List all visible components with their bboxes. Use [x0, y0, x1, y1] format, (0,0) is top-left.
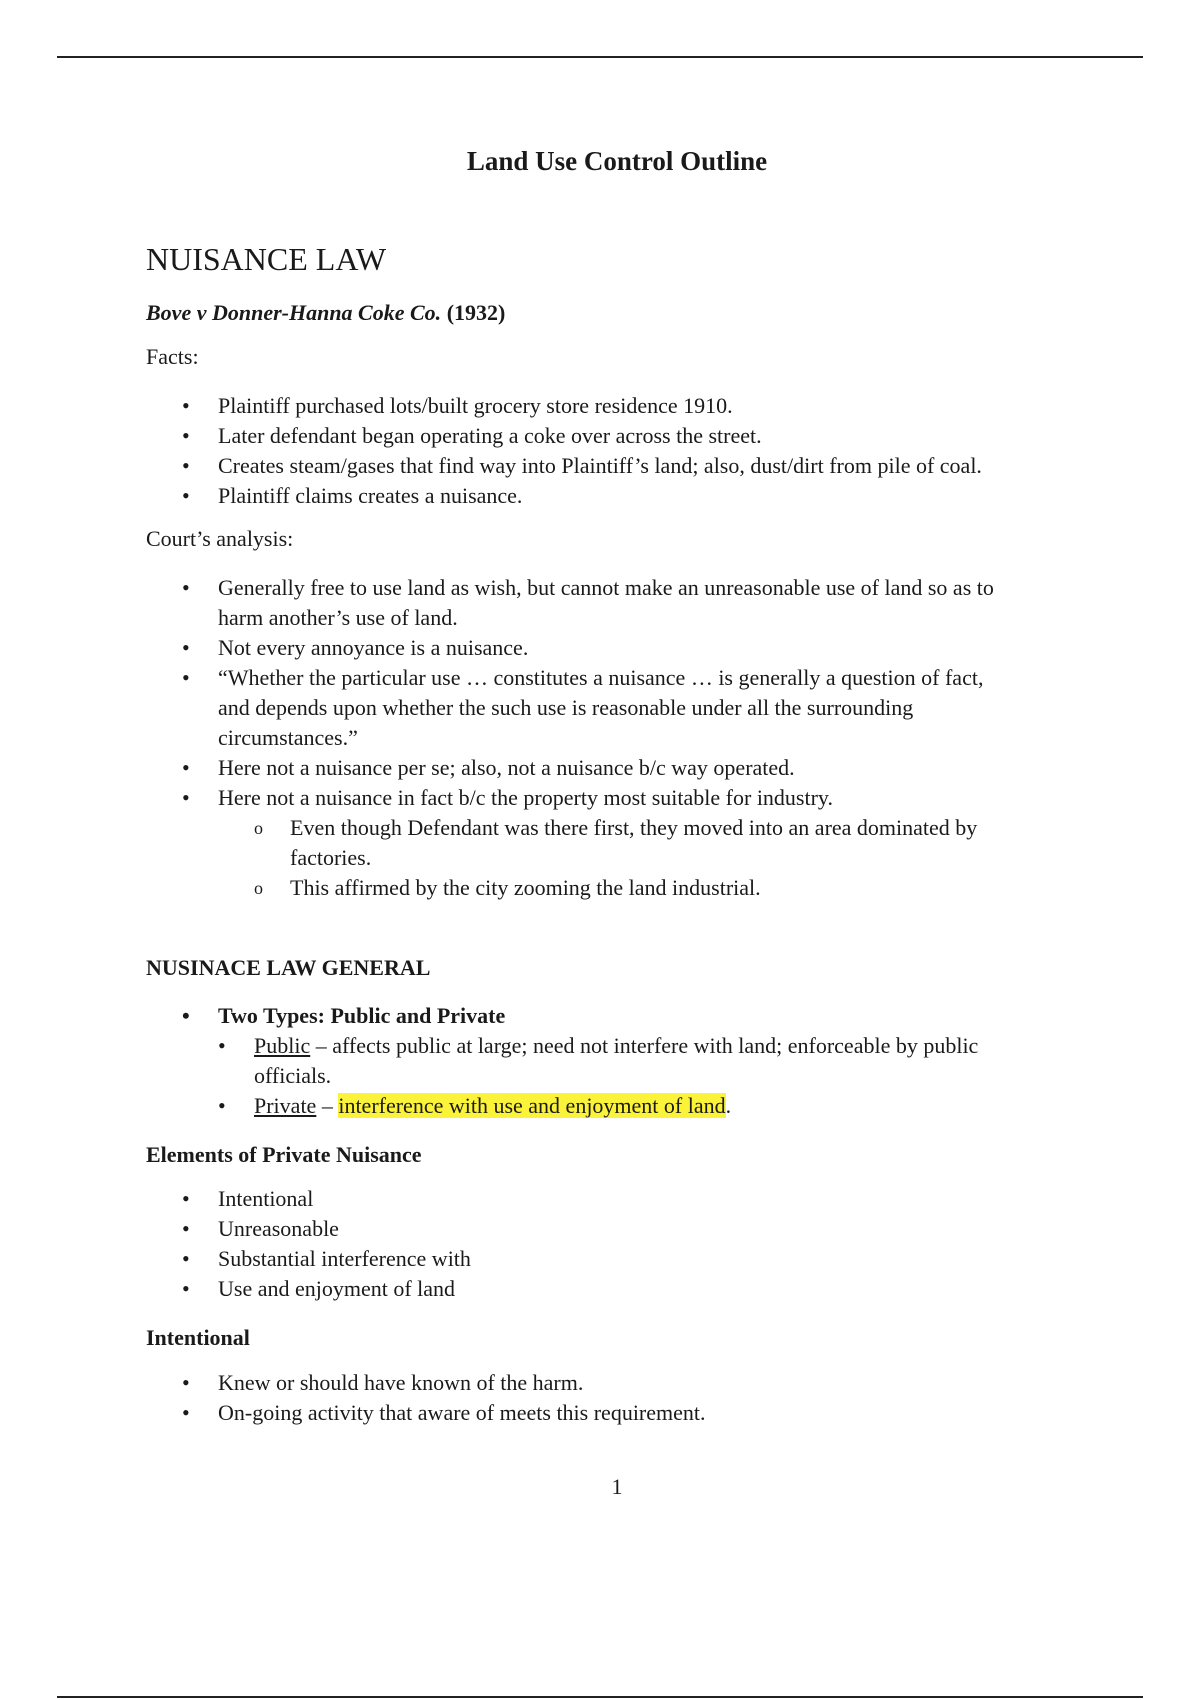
- list-item: • On-going activity that aware of meets this requirement.: [146, 1398, 1076, 1428]
- case-year: (1932): [446, 300, 506, 325]
- intentional-list: [146, 1368, 1076, 1428]
- elements-list: [146, 1184, 1076, 1304]
- list-item: • Generally free to use land as wish, but cannot make an unreasonable use of land so as to harm another’s use of land.: [146, 573, 1008, 633]
- top-rule: [57, 56, 1143, 58]
- facts-list: [146, 391, 1076, 511]
- public-definition: – affects public at large; need not interfere with land; enforceable by public officials.: [254, 1033, 979, 1088]
- sub-list-item: o Even though Defendant was there first, they moved into an area dominated by factories.: [146, 813, 1010, 873]
- list-item: • “Whether the particular use … constitutes a nuisance … is generally a question of fact, and depends upon whether the such use is reasonable under all the surrounding circumstances.”: [146, 663, 1008, 753]
- analysis-list: [146, 573, 1076, 903]
- private-term: Private: [254, 1093, 317, 1118]
- section-heading-general: NUSINACE LAW GENERAL: [146, 955, 431, 980]
- facts-label: Facts:: [146, 344, 199, 369]
- sub-list-item: o This affirmed by the city zooming the land industrial.: [146, 873, 1076, 903]
- private-item: [146, 1091, 1076, 1121]
- highlighted-definition: interference with use and enjoyment of land: [338, 1093, 726, 1118]
- case-citation: [146, 300, 505, 326]
- types-label: • Two Types: Public and Private: [146, 1001, 1076, 1031]
- list-item: • Knew or should have known of the harm.: [146, 1368, 1076, 1398]
- elements-heading: Elements of Private Nuisance: [146, 1142, 422, 1167]
- types-list: [146, 1001, 1076, 1121]
- list-item: • Creates steam/gases that find way into Plaintiff’s land; also, dust/dirt from pile of coal.: [146, 451, 1076, 481]
- public-term: Public: [254, 1033, 311, 1058]
- private-dash: –: [316, 1093, 339, 1118]
- intentional-heading: Intentional: [146, 1325, 250, 1350]
- private-end: .: [725, 1093, 732, 1118]
- document-title: Land Use Control Outline: [466, 146, 768, 176]
- list-item: • Later defendant began operating a coke over across the street.: [146, 421, 1076, 451]
- list-item: • Unreasonable: [146, 1214, 1076, 1244]
- list-item: • Plaintiff claims creates a nuisance.: [146, 481, 1076, 511]
- case-name: Bove v Donner-Hanna Coke Co.: [146, 300, 442, 325]
- list-item: • Not every annoyance is a nuisance.: [146, 633, 1076, 663]
- list-item: • Here not a nuisance in fact b/c the property most suitable for industry.: [146, 783, 1076, 813]
- analysis-label: Court’s analysis:: [146, 526, 294, 551]
- bottom-rule: [57, 1696, 1143, 1698]
- list-item: • Here not a nuisance per se; also, not a nuisance b/c way operated.: [146, 753, 1076, 783]
- page-number: 1: [611, 1474, 623, 1499]
- list-item: • Use and enjoyment of land: [146, 1274, 1076, 1304]
- public-item: [146, 1031, 1044, 1091]
- section-heading-nuisance-law: NUISANCE LAW: [146, 241, 387, 277]
- list-item: • Plaintiff purchased lots/built grocery store residence 1910.: [146, 391, 1076, 421]
- list-item: • Substantial interference with: [146, 1244, 1076, 1274]
- list-item: • Intentional: [146, 1184, 1076, 1214]
